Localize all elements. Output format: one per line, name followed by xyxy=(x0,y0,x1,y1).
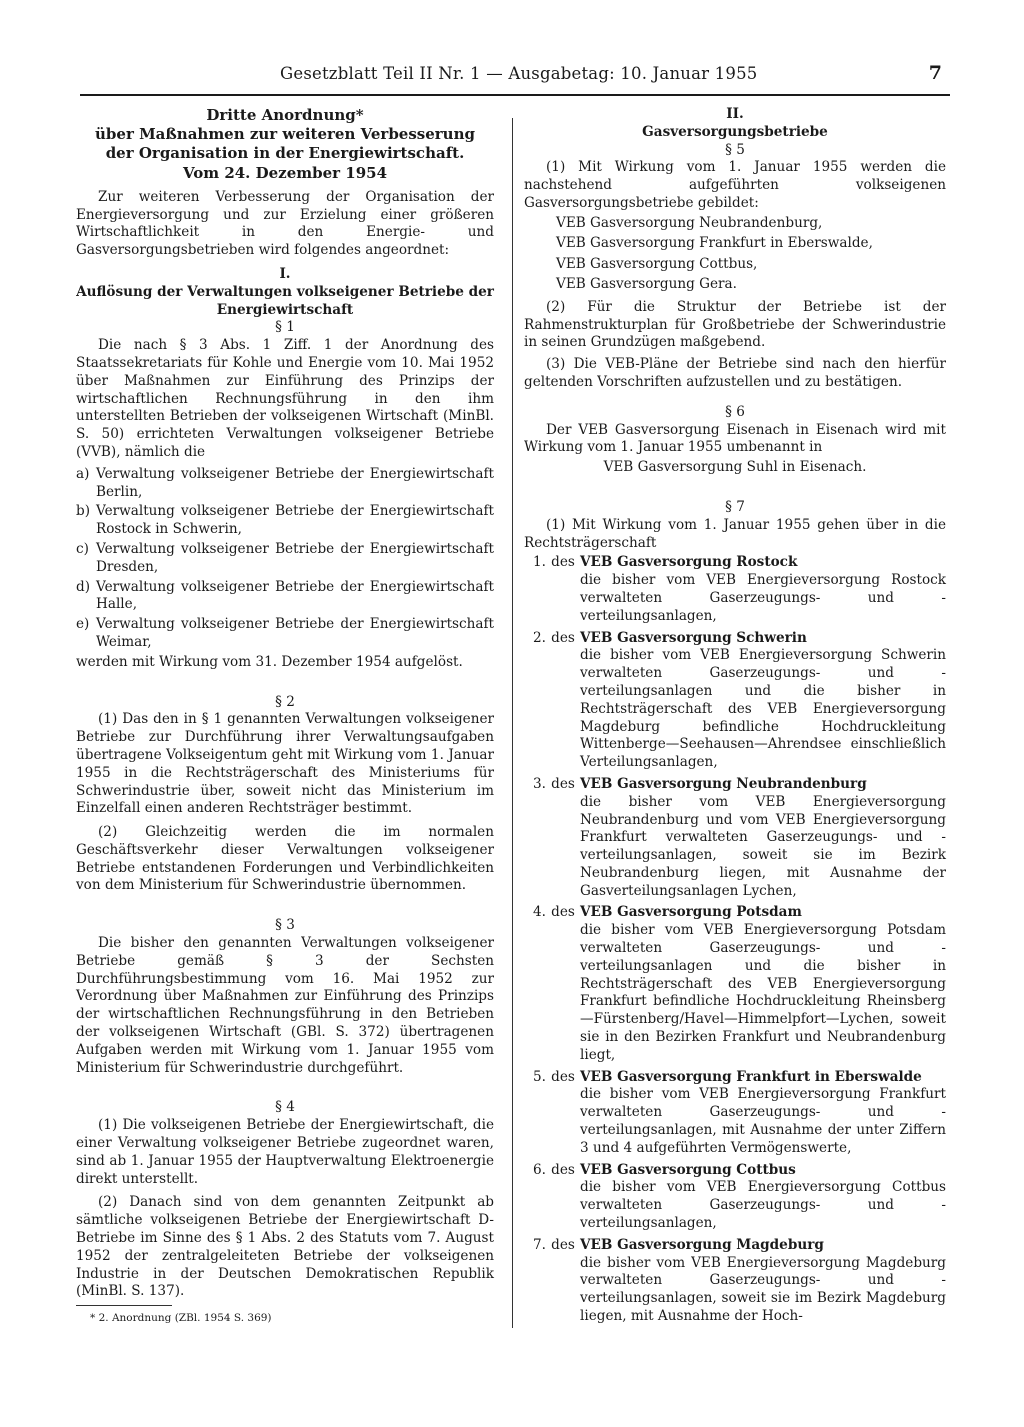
page-number: 7 xyxy=(928,62,942,84)
transfer-text: die bisher vom VEB Energieversorgung Magdeburg verwalteten Gaserzeugungs- und -verteilungsanlagen, soweit sie im Bezirk Magdeburg liegen, mit Ausnahme der Hoch- xyxy=(580,1254,946,1325)
transfer-text: die bisher vom VEB Energieversorgung Rostock verwalteten Gaserzeugungs- und -verteilungsanlagen, xyxy=(580,572,946,624)
section-text: (2) Danach sind von dem genannten Zeitpunkt ab sämtliche volkseigenen Betriebe der Energiewirtschaft D-Betriebe im Sinne des § 1 Abs. 2 des Statuts vom 7. August 1952 der zentralgeleiteten Betriebe der volkseigenen Industrie in der Deutschen Demokratischen Republik (MinBl. S. 137). xyxy=(76,1194,494,1300)
transfer-item: 1. des VEB Gasversorgung Rostock xyxy=(533,554,798,571)
transfer-text: die bisher vom VEB Energieversorgung Schwerin verwalteten Gaserzeugungs- und -verteilungsanlagen und die bisher in Rechtsträgerschaft des VEB Energieversorgung Magdeburg befindliche Hochdruckleitung Wittenberge—Seehausen—Ahrendsee einschließlich Verteilungsanlagen, xyxy=(580,647,946,771)
section-text: werden mit Wirkung vom 31. Dezember 1954 aufgelöst. xyxy=(76,653,463,670)
section-text: Die nach § 3 Abs. 1 Ziff. 1 der Anordnung des Staatssekretariats für Kohle und Energie vom 10. Mai 1952 über Maßnahmen zur Einführung des Prinzips der wirtschaftlichen Rechnungsführung in den ihm unterstellten Betrieben der volkseigenen Wirtschaft (MinBl. S. 50) errichteten Verwaltungen volkseigener Betriebe (VVB), nämlich die xyxy=(76,337,494,460)
footnote-rule xyxy=(76,1305,172,1306)
section-text: (2) Für die Struktur der Betriebe ist der Rahmenstrukturplan für Großbetriebe der Schwerindustrie in seinen Grundzügen maßgebend. xyxy=(524,298,946,351)
transfer-item: 5. des VEB Gasversorgung Frankfurt in Eberswalde xyxy=(533,1068,922,1085)
transfer-item: 4. des VEB Gasversorgung Potsdam xyxy=(533,904,802,921)
list-item: VEB Gasversorgung Gera. xyxy=(556,276,737,293)
new-enterprise-name: VEB Gasversorgung Suhl in Eisenach. xyxy=(603,459,867,476)
list-item: e) Verwaltung volkseigener Betriebe der Energiewirtschaft Weimar, xyxy=(76,616,494,650)
footnote: * 2. Anordnung (ZBl. 1954 S. 369) xyxy=(90,1312,272,1325)
section-heading: § 4 xyxy=(275,1099,295,1116)
part-numeral: II. xyxy=(726,106,744,122)
list-item: c) Verwaltung volkseigener Betriebe der Energiewirtschaft Dresden, xyxy=(76,540,494,575)
part-title: Auflösung der Verwaltungen volkseigener Betriebe der Energiewirtschaft xyxy=(76,283,494,318)
section-heading: § 3 xyxy=(275,917,295,934)
vvb-list xyxy=(76,466,494,652)
transfer-item: 2. des VEB Gasversorgung Schwerin xyxy=(533,629,807,646)
transfer-list xyxy=(524,554,946,1325)
publication-title: Gesetzblatt Teil II Nr. 1 — Ausgabetag: 10. Januar 1955 xyxy=(280,64,758,83)
transfer-text: die bisher vom VEB Energieversorgung Frankfurt verwalteten Gaserzeugungs- und -verteilungsanlagen, mit Ausnahme der unter Ziffern 3 und 4 aufgeführten Vermögenswerte, xyxy=(580,1086,946,1156)
transfer-text: die bisher vom VEB Energieversorgung Neubrandenburg und vom VEB Energieversorgung Frankfurt verwalteten Gaserzeugungs- und -verteilungsanlagen, soweit sie im Bezirk Neubrandenburg liegen, mit Ausnahme der Gasverteilungsanlagen Lychen, xyxy=(580,793,946,899)
page-header xyxy=(80,60,950,96)
list-item: b) Verwaltung volkseigener Betriebe der Energiewirtschaft Rostock in Schwerin, xyxy=(76,503,494,538)
preamble: Zur weiteren Verbesserung der Organisation der Energieversorgung und zur Erzielung einer größeren Wirtschaftlichkeit in den Energie- und Gasversorgungsbetrieben wird folgendes angeordnet: xyxy=(76,188,494,259)
list-item: VEB Gasversorgung Frankfurt in Eberswalde, xyxy=(556,235,873,252)
list-item: VEB Gasversorgung Neubrandenburg, xyxy=(556,214,823,231)
transfer-text: die bisher vom VEB Energieversorgung Potsdam verwalteten Gaserzeugungs- und -verteilungsanlagen und die bisher in Rechtsträgerschaft des VEB Energieversorgung Frankfurt befindliche Hochdruckleitung Rheinsberg—Fürstenberg/Havel—Himmelpfort—Lychen, soweit sie in den Bezirken Frankfurt und Neubrandenburg liegt, xyxy=(580,922,946,1063)
section-text: Der VEB Gasversorgung Eisenach in Eisenach wird mit Wirkung vom 1. Januar 1955 umbenannt in xyxy=(524,421,946,456)
document-title xyxy=(76,106,494,163)
enterprise-list xyxy=(524,213,946,295)
section-heading: § 6 xyxy=(725,403,745,420)
section-text: (2) Gleichzeitig werden die im normalen Geschäftsverkehr dieser Verwaltungen volkseigener Betriebe entstandenen Forderungen und Verbindlichkeiten von dem Ministerium für Schwerindustrie übernommen. xyxy=(76,824,494,894)
section-text: Die bisher den genannten Verwaltungen volkseigener Betriebe gemäß § 3 der Sechsten Durchführungsbestimmung vom 16. Mai 1952 zur Verordnung über Maßnahmen zur Einführung des Prinzips der wirtschaftlichen Rechnungsführung in den Betrieben der volkseigenen Wirtschaft (GBl. S. 372) übertragenen Aufgaben werden mit Wirkung vom 1. Januar 1955 vom Ministerium für Schwerindustrie durchgeführt. xyxy=(76,935,494,1076)
section-heading: § 7 xyxy=(725,498,745,515)
column-divider xyxy=(512,118,513,1328)
section-heading: § 2 xyxy=(275,693,295,710)
part-numeral: I. xyxy=(279,265,291,282)
list-item: d) Verwaltung volkseigener Betriebe der Energiewirtschaft Halle, xyxy=(76,578,494,613)
section-heading: § 1 xyxy=(275,319,295,336)
transfer-item: 7. des VEB Gasversorgung Magdeburg xyxy=(533,1236,824,1253)
document-date: Vom 24. Dezember 1954 xyxy=(182,164,388,182)
part-title: Gasversorgungsbetriebe xyxy=(642,123,828,140)
transfer-text: die bisher vom VEB Energieversorgung Cottbus verwalteten Gaserzeugungs- und -verteilungsanlagen, xyxy=(580,1179,946,1232)
left-column xyxy=(76,106,494,1328)
section-text: (1) Mit Wirkung vom 1. Januar 1955 werden die nachstehend aufgeführten volkseigenen Gasversorgungsbetriebe gebildet: xyxy=(524,159,946,211)
title-line: Dritte Anordnung* xyxy=(206,106,364,124)
list-item: VEB Gasversorgung Cottbus, xyxy=(556,255,758,272)
title-line: über Maßnahmen zur weiteren Verbesserung xyxy=(95,125,475,143)
section-text: (1) Das den in § 1 genannten Verwaltungen volkseigener Betriebe zur Durchführung ihrer Verwaltungsaufgaben übertragene Volkseigentum geht mit Wirkung vom 1. Januar 1955 in die Rechtsträgerschaft des Ministeriums für Schwerindustrie über, soweit nicht das Ministerium im Einzelfall einen anderen Rechtsträger bestimmt. xyxy=(76,711,494,817)
list-item: a) Verwaltung volkseigener Betriebe der Energiewirtschaft Berlin, xyxy=(76,465,494,500)
section-text: (1) Mit Wirkung vom 1. Januar 1955 gehen über in die Rechtsträgerschaft xyxy=(524,516,946,551)
section-text: (3) Die VEB-Pläne der Betriebe sind nach den hierfür geltenden Vorschriften aufzustellen und zu bestätigen. xyxy=(524,356,946,390)
transfer-item: 6. des VEB Gasversorgung Cottbus xyxy=(533,1161,796,1178)
section-heading: § 5 xyxy=(725,141,745,158)
right-column xyxy=(524,106,946,1330)
section-text: (1) Die volkseigenen Betriebe der Energiewirtschaft, die einer Verwaltung volkseigener Betriebe zugeordnet waren, sind ab 1. Januar 1955 der Hauptverwaltung Elektroenergie direkt unterstellt. xyxy=(76,1117,494,1187)
title-line: der Organisation in der Energiewirtschaft. xyxy=(105,144,465,162)
transfer-item: 3. des VEB Gasversorgung Neubrandenburg xyxy=(533,775,867,792)
